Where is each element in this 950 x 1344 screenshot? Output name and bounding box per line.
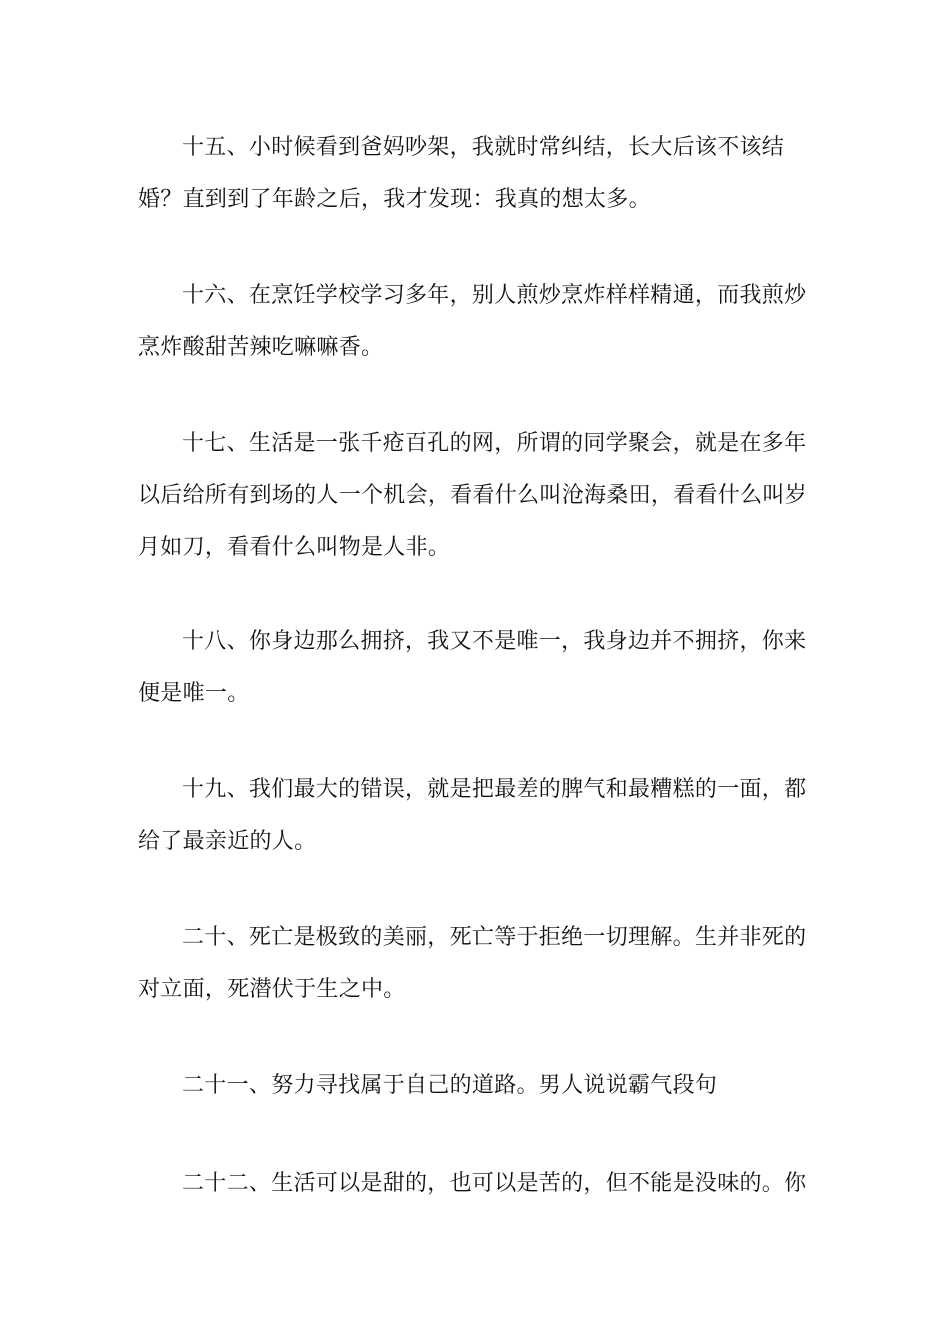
- paragraph-20: 二十、死亡是极致的美丽，死亡等于拒绝一切理解。生并非死的对立面，死潜伏于生之中。: [138, 925, 807, 1002]
- paragraph-17: 十七、生活是一张千疮百孔的网，所谓的同学聚会，就是在多年以后给所有到场的人一个机会，看看什么叫沧海桑田，看看什么叫岁月如刀，看看什么叫物是人非。: [138, 431, 808, 560]
- paragraph-19: 十九、我们最大的错误，就是把最差的脾气和最糟糕的一面，都给了最亲近的人。: [138, 777, 807, 854]
- paragraph-18: 十八、你身边那么拥挤，我又不是唯一，我身边并不拥挤，你来便是唯一。: [138, 629, 807, 706]
- paragraph-15: 十五、小时候看到爸妈吵架，我就时常纠结，长大后该不该结婚？直到到了年龄之后，我才发现：我真的想太多。: [138, 135, 785, 212]
- paragraph-16: 十六、在烹饪学校学习多年，别人煎炒烹炸样样精通，而我煎炒烹炸酸甜苦辣吃嘛嘛香。: [138, 283, 807, 360]
- paragraph-22: 二十二、生活可以是甜的，也可以是苦的，但不能是没味的。你: [182, 1171, 807, 1196]
- paragraph-21: 二十一、努力寻找属于自己的道路。男人说说霸气段句: [182, 1073, 718, 1098]
